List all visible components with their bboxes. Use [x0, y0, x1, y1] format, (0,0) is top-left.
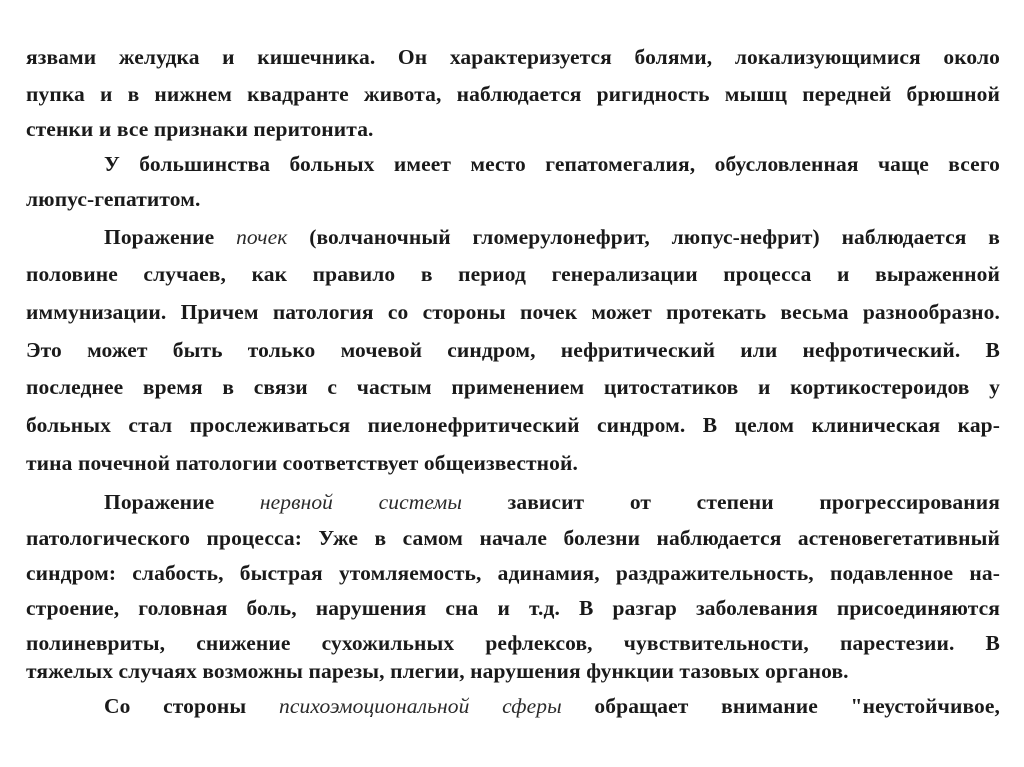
text-line: половине случаев, как правило в период генерализации процесса и выраженной	[26, 262, 1000, 286]
paragraph-first-line	[104, 225, 1000, 249]
text-line: язвами желудка и кишечника. Он характеризуется болями, локализующимися около	[26, 45, 1000, 69]
text-run: обращает внимание "неустойчивое,	[561, 694, 1000, 718]
text-line: Это может быть только мочевой синдром, нефритический или нефротический. В	[26, 338, 1000, 362]
text-line: синдром: слабость, быстрая утомляемость, адинамия, раздражительность, подавленное на-	[26, 561, 1000, 585]
text-line: больных стал прослеживаться пиелонефритический синдром. В целом клиническая кар-	[26, 413, 1000, 437]
text-run: Поражение	[104, 490, 260, 514]
text-line: люпус-гепатитом.	[26, 187, 201, 211]
emphasis-term: нервной системы	[259, 490, 463, 514]
text-line: тяжелых случаях возможны парезы, плегии, нарушения функции тазовых органов.	[26, 659, 849, 683]
text-run: Со стороны	[104, 694, 279, 718]
text-line: стенки и все признаки перитонита.	[26, 117, 374, 141]
paragraph-first-line	[104, 694, 1000, 718]
text-run: Поражение	[104, 225, 237, 249]
text-line: последнее время в связи с частым применением цитостатиков и кортикостероидов у	[26, 375, 1000, 399]
paragraph-first-line	[104, 490, 1000, 514]
text-run: зависит от степени прогрессирования	[462, 490, 1000, 514]
paragraph-first-line: У большинства больных имеет место гепатомегалия, обусловленная чаще всего	[104, 152, 1000, 176]
text-line: патологического процесса: Уже в самом начале болезни наблюдается астеновегетативный	[26, 526, 1000, 550]
text-line: иммунизации. Причем патология со стороны почек может протекать весьма разнообразно.	[26, 300, 1000, 324]
text-line: полиневриты, снижение сухожильных рефлексов, чувствительности, парестезии. В	[26, 631, 1000, 655]
text-line: тина почечной патологии соответствует общеизвестной.	[26, 451, 578, 475]
text-line: пупка и в нижнем квадранте живота, наблюдается ригидность мышц передней брюшной	[26, 82, 1000, 106]
text-line: строение, головная боль, нарушения сна и т.д. В разгар заболевания присоединяются	[26, 596, 1000, 620]
emphasis-term: почек	[236, 225, 288, 249]
emphasis-term: психоэмоциональной сферы	[279, 694, 562, 718]
text-run: (волчаночный гломерулонефрит, люпус-нефрит) наблюдается в	[287, 225, 1000, 249]
